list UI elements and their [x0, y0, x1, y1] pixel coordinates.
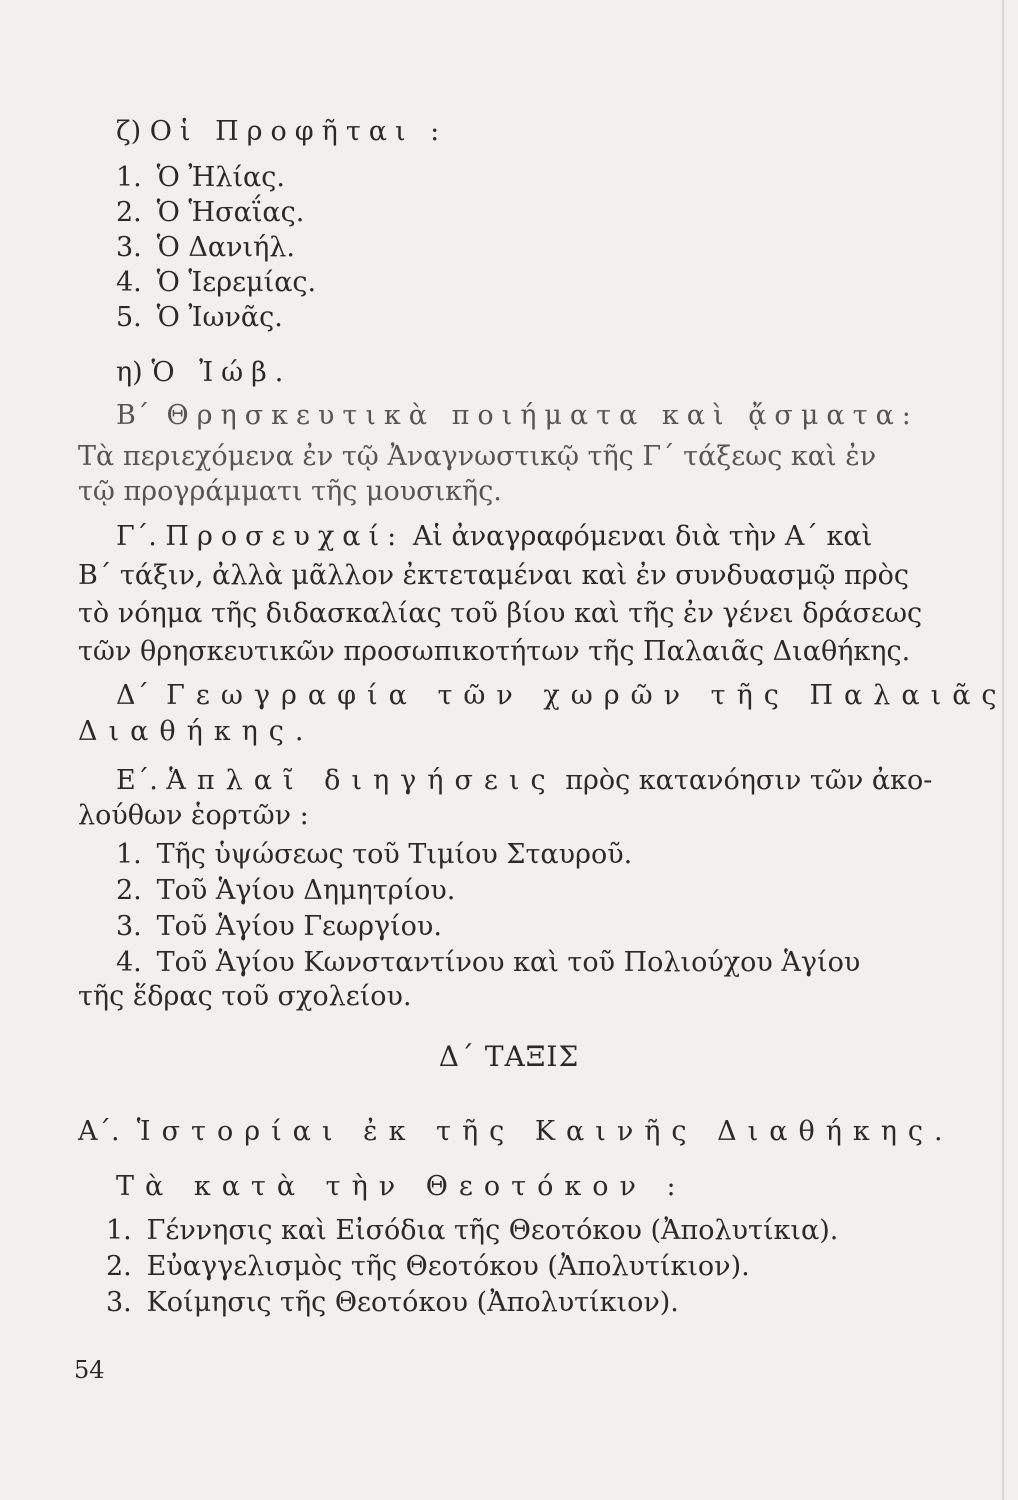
section-h: η) Ὁ Ἰώβ.	[116, 357, 292, 388]
list-item: 2. Εὐαγγελισμὸς τῆς Θεοτόκου (Ἀπολυτίκιον).	[106, 1251, 750, 1282]
list-item: 5. Ὁ Ἰωνᾶς.	[116, 302, 283, 333]
list-item: 3. Ὁ Δανιήλ.	[116, 232, 295, 263]
page-edge-shadow	[1002, 0, 1004, 1500]
section-g-line: τῶν θρησκευτικῶν προσωπικοτήτων τῆς Παλαιᾶς Διαθήκης.	[78, 636, 911, 667]
section-d-heading: Δ΄ Γεωγραφία τῶν χωρῶν τῆς Παλαιᾶς	[116, 680, 1008, 711]
section-g-line: τὸ νόημα τῆς διδασκαλίας τοῦ βίου καὶ τῆς ἐν γένει δράσεως	[78, 598, 923, 629]
list-item: 1. Γέννησις καὶ Εἰσόδια τῆς Θεοτόκου (Ἀπολυτίκια).	[106, 1215, 839, 1246]
section-e-heading: Ε΄. Ἁπλαῖ διηγήσεις πρὸς κατανόησιν τῶν ἀκο-	[116, 765, 933, 796]
list-item-continuation: τῆς ἕδρας τοῦ σχολείου.	[78, 981, 412, 1012]
section-b-line: τῷ προγράμματι τῆς μουσικῆς.	[78, 476, 502, 507]
section-a-subheading: Τὰ κατὰ τὴν Θεοτόκον :	[116, 1171, 687, 1202]
list-item: 2. Ὁ Ἡσαΐας.	[116, 197, 305, 228]
list-item: 2. Τοῦ Ἁγίου Δημητρίου.	[116, 875, 456, 906]
page-number: 54	[74, 1356, 105, 1384]
section-b-heading: Β΄ Θρησκευτικὰ ποιήματα καὶ ᾄσματα:	[116, 400, 919, 431]
section-d-line: Διαθήκης.	[78, 716, 315, 747]
section-g-heading: Γ΄. Προσευχαί: Αἱ ἀναγραφόμεναι διὰ τὴν Α΄ καὶ	[116, 521, 873, 552]
section-a-heading: Α΄. Ἱστορίαι ἐκ τῆς Καινῆς Διαθήκης.	[78, 1116, 954, 1147]
list-item: 4. Τοῦ Ἁγίου Κωνσταντίνου καὶ τοῦ Πολιούχου Ἁγίου	[116, 947, 861, 978]
class-heading: Δ΄ ΤΑΞΙΣ	[438, 1040, 580, 1073]
section-z-title: ζ) Οἱ Προφῆται :	[116, 116, 448, 147]
list-item: 1. Τῆς ὑψώσεως τοῦ Τιμίου Σταυροῦ.	[116, 839, 633, 870]
list-item: 3. Κοίμησις τῆς Θεοτόκου (Ἀπολυτίκιον).	[106, 1287, 679, 1318]
list-item: 4. Ὁ Ἱερεμίας.	[116, 267, 317, 298]
section-g-line: Β΄ τάξιν, ἀλλὰ μᾶλλον ἐκτεταμέναι καὶ ἐν συνδυασμῷ πρὸς	[78, 560, 909, 591]
section-e-line: λούθων ἑορτῶν :	[78, 800, 309, 831]
list-item: 1. Ὁ Ἠλίας.	[116, 162, 285, 193]
list-item: 3. Τοῦ Ἁγίου Γεωργίου.	[116, 911, 442, 942]
section-b-line: Τὰ περιεχόμενα ἐν τῷ Ἀναγνωστικῷ τῆς Γ΄ τάξεως καὶ ἐν	[78, 441, 877, 472]
